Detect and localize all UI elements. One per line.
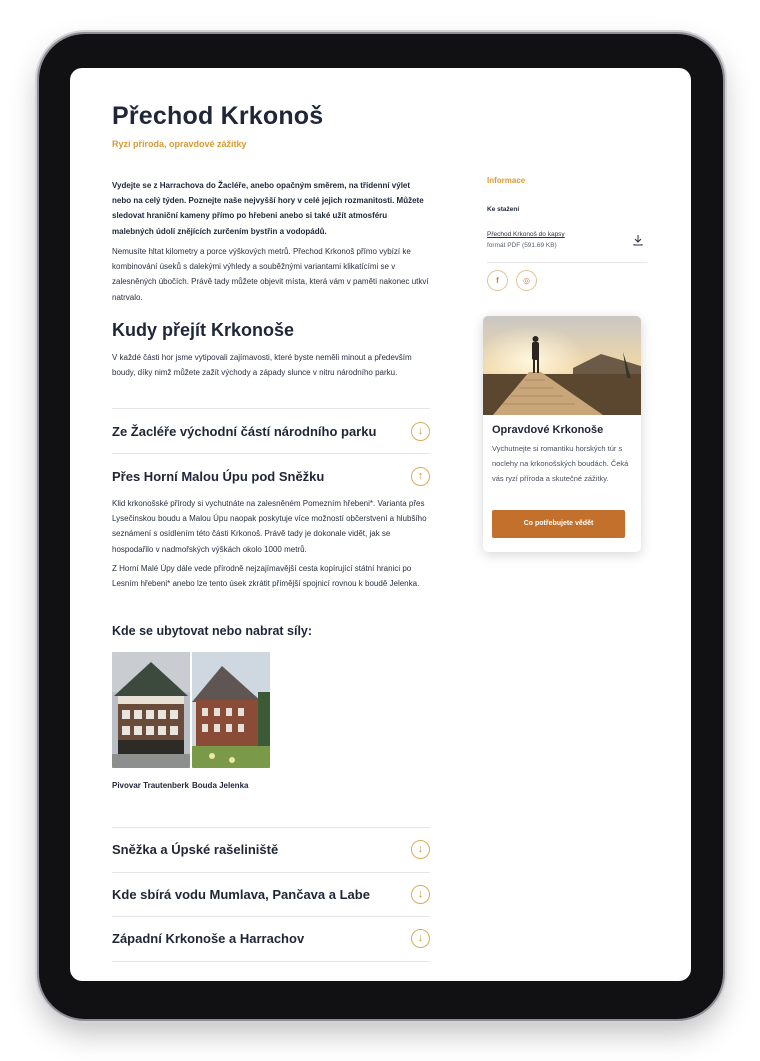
promo-card xyxy=(483,316,641,552)
accordion-divider xyxy=(112,872,430,873)
accordion-item-harrachov[interactable]: Západní Krkonoše a Harrachov xyxy=(112,931,305,946)
arrow-down-circle-icon[interactable]: ↓ xyxy=(411,929,430,948)
trautenberk-photo xyxy=(112,652,190,768)
hiker-photo xyxy=(483,316,641,415)
place-name: Bouda Jelenka xyxy=(192,781,249,790)
accordion-item-snezka[interactable]: Sněžka a Úpské rašeliniště xyxy=(112,842,279,857)
tablet-screen xyxy=(70,68,691,981)
stay-title: Kde se ubytovat nebo nabrat síly: xyxy=(112,624,313,638)
promo-button[interactable]: Co potřebujete vědět xyxy=(492,510,625,538)
sidebar-divider xyxy=(487,262,647,263)
download-heading: Ke stažení xyxy=(487,206,520,213)
accordion-divider xyxy=(112,916,430,917)
page-subtitle: Ryzí příroda, opravdové zážitky xyxy=(112,139,247,149)
accordion-item-mala-upa[interactable]: Přes Horní Malou Úpu pod Sněžku xyxy=(112,469,325,484)
place-card-trautenberk[interactable] xyxy=(112,652,190,793)
lead-paragraph: Vydejte se z Harrachova do Žacléře, anebo opačným směrem, na třídenní výlet nebo na celý týden. Poznejte naše nejvyšší hory v celé jejich rozmanitosti. Můžete sledovat hraniční kameny přímo po hřebeni anebo si také užít atmosféru malebných údolí znějících zurčením bystřin a vodopádů. xyxy=(112,181,424,236)
accordion-item-zacler[interactable]: Ze Žacléře východní částí národního parku xyxy=(112,424,377,439)
arrow-down-circle-icon[interactable]: ↓ xyxy=(411,885,430,904)
promo-text: Vychutnejte si romantiku horských túr s noclehy na krkonošských boudách. Čeká vás ryzí příroda a skutečné zážitky. xyxy=(492,444,629,483)
section-text: V každé části hor jsme vytipovali zajímavosti, které byste neměli minout a především boudy, díky nimž můžete zažít východy a západy slunce v nitru národního parku. xyxy=(112,353,412,378)
accordion-divider xyxy=(112,961,430,962)
accordion-text-1: Klid krkonošské přírody si vychutnáte na zalesněném Pomezním hřebeni*. Varianta přes Lysečinskou boudu a Malou Úpu naopak poskytuje více možností občerstvení a hlubšího seznámení s osídlením této části Krkonoš. Právě tady je dokonale vidět, jak se hospodařilo v nadmořských výškách okolo 1000 metrů. xyxy=(112,499,427,554)
info-heading: Informace xyxy=(487,176,526,185)
accordion-divider xyxy=(112,408,430,409)
accordion-divider xyxy=(112,453,430,454)
accordion-text-2: Z Horní Malé Úpy dále vede přírodně nejzajímavější cesta kopírující státní hranici po Lesním hřebeni* anebo lze tento úsek zkrátit přímější spojnicí rovnou k boudě Jelenka. xyxy=(112,564,420,589)
section-title: Kudy přejít Krkonoše xyxy=(112,320,295,340)
jelenka-photo xyxy=(192,652,270,768)
place-card-jelenka[interactable] xyxy=(192,652,270,793)
arrow-down-circle-icon[interactable]: ↓ xyxy=(411,422,430,441)
accordion-divider xyxy=(112,827,430,828)
arrow-down-circle-icon[interactable]: ↓ xyxy=(411,840,430,859)
place-name: Pivovar Trautenberk xyxy=(112,781,189,790)
page-title: Přechod Krkonoš xyxy=(112,102,324,130)
accordion-item-mumlava[interactable]: Kde sbírá vodu Mumlava, Pančava a Labe xyxy=(112,887,370,902)
intro-paragraph: Nemusíte hltat kilometry a porce výškových metrů. Přechod Krkonoš přímo vybízí ke kombinování úseků s dalekými výhledy a souběžnými variantami klikatícími se v zalesněných úbočích. Právě tady můžete objevit místa, která vám v paměti nakonec utkví natrvalo. xyxy=(112,247,429,302)
arrow-up-circle-icon[interactable]: ↑ xyxy=(411,467,430,486)
instagram-icon[interactable]: ◎ xyxy=(516,270,537,291)
download-icon[interactable] xyxy=(633,234,643,246)
facebook-icon[interactable]: f xyxy=(487,270,508,291)
promo-title: Opravdové Krkonoše xyxy=(492,424,604,436)
download-meta: formát PDF (591.69 KB) xyxy=(487,242,557,249)
download-link[interactable]: Přechod Krkonoš do kapsy xyxy=(487,231,565,238)
